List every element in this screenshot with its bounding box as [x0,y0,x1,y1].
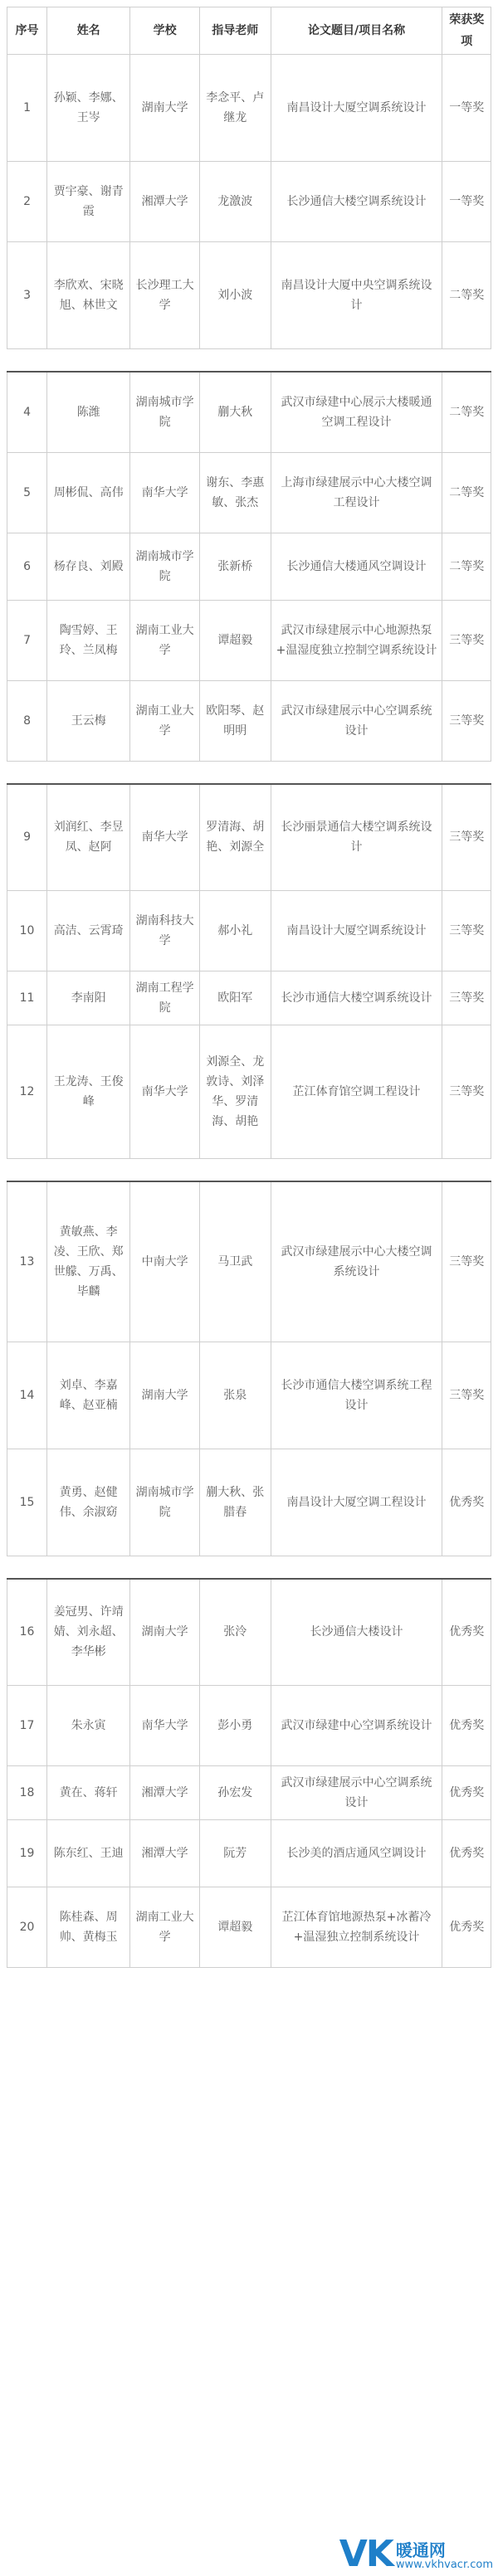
cell-index: 9 [7,784,47,891]
cell-name: 王云梅 [47,680,130,761]
cell-index: 10 [7,891,47,971]
cell-title: 长沙通信大楼通风空调设计 [271,533,442,600]
cell-index: 3 [7,242,47,349]
cell-award: 二等奖 [442,452,491,533]
cell-teacher: 张泉 [199,1342,271,1449]
cell-index: 12 [7,1025,47,1159]
cell-name: 刘润红、李昱凤、赵阿 [47,784,130,891]
cell-index: 8 [7,680,47,761]
cell-index: 5 [7,452,47,533]
cell-name: 陈潍 [47,372,130,452]
group-separator [7,349,491,373]
watermark [339,2533,493,2575]
cell-index: 18 [7,1766,47,1820]
cell-school: 湖南大学 [130,1342,200,1449]
header-school: 学校 [130,7,200,55]
cell-award: 三等奖 [442,1342,491,1449]
cell-title: 长沙美的酒店通风空调设计 [271,1820,442,1887]
cell-teacher: 张泠 [199,1579,271,1686]
table-row [7,891,491,971]
cell-school: 湖南大学 [130,1579,200,1686]
group-separator [7,1159,491,1182]
table-row [7,1449,491,1556]
table-row [7,1820,491,1887]
cell-index: 1 [7,55,47,162]
cell-title: 武汉市绿建展示中心空调系统设计 [271,680,442,761]
cell-award: 优秀奖 [442,1766,491,1820]
cell-teacher: 欧阳琴、赵明明 [199,680,271,761]
cell-name: 黄在、蒋轩 [47,1766,130,1820]
cell-school: 湘潭大学 [130,1766,200,1820]
cell-title: 武汉市绿建展示中心大楼空调系统设计 [271,1181,442,1342]
separator-line [7,1159,491,1182]
cell-school: 南华大学 [130,1025,200,1159]
cell-award: 三等奖 [442,1025,491,1159]
cell-title: 南昌设计大厦空调系统设计 [271,55,442,162]
cell-teacher: 马卫武 [199,1181,271,1342]
group-separator [7,761,491,784]
cell-school: 湘潭大学 [130,1820,200,1887]
cell-award: 优秀奖 [442,1820,491,1887]
cell-award: 二等奖 [442,242,491,349]
header-award: 荣获奖项 [442,7,491,55]
cell-title: 武汉市绿建中心空调系统设计 [271,1686,442,1766]
cell-title: 武汉市绿建中心展示大楼暖通空调工程设计 [271,372,442,452]
cell-school: 湖南城市学院 [130,533,200,600]
table-row [7,1025,491,1159]
cell-school: 湖南工业大学 [130,1887,200,1968]
table-row [7,1342,491,1449]
header-title: 论文题目/项目名称 [271,7,442,55]
separator-line [7,1556,491,1579]
cell-title: 长沙市通信大楼空调系统工程设计 [271,1342,442,1449]
table-row [7,162,491,242]
table-header-row [7,7,491,55]
cell-index: 16 [7,1579,47,1686]
cell-teacher: 刘小波 [199,242,271,349]
cell-school: 湖南城市学院 [130,372,200,452]
cell-award: 优秀奖 [442,1887,491,1968]
cell-school: 湖南工业大学 [130,600,200,680]
table-row [7,600,491,680]
cell-name: 孙颖、李娜、王岑 [47,55,130,162]
table-body [7,55,491,1968]
separator-line [7,761,491,784]
cell-index: 7 [7,600,47,680]
table-row [7,55,491,162]
group-separator [7,1556,491,1579]
cell-teacher: 张新桥 [199,533,271,600]
cell-title: 芷江体育馆空调工程设计 [271,1025,442,1159]
cell-award: 三等奖 [442,891,491,971]
cell-name: 刘卓、李嘉峰、赵亚楠 [47,1342,130,1449]
cell-teacher: 李念平、卢继龙 [199,55,271,162]
cell-school: 湖南城市学院 [130,1449,200,1556]
cell-title: 武汉市绿建展示中心地源热泵+温湿度独立控制空调系统设计 [271,600,442,680]
cell-award: 三等奖 [442,1181,491,1342]
table-row [7,533,491,600]
document-page [7,7,491,1968]
watermark-site-name: 暖通网 [395,2540,446,2560]
cell-name: 陈东红、王迪 [47,1820,130,1887]
table-row [7,1766,491,1820]
cell-school: 中南大学 [130,1181,200,1342]
cell-index: 19 [7,1820,47,1887]
cell-name: 高洁、云霄琦 [47,891,130,971]
cell-award: 优秀奖 [442,1449,491,1556]
table-row [7,1686,491,1766]
cell-title: 南昌设计大厦中央空调系统设计 [271,242,442,349]
cell-teacher: 谢东、李惠敏、张杰 [199,452,271,533]
cell-teacher: 蒯大秋 [199,372,271,452]
cell-school: 南华大学 [130,1686,200,1766]
cell-teacher: 阮芳 [199,1820,271,1887]
cell-index: 6 [7,533,47,600]
cell-teacher: 龙激波 [199,162,271,242]
cell-teacher: 欧阳军 [199,971,271,1025]
cell-school: 长沙理工大学 [130,242,200,349]
cell-title: 长沙通信大楼空调系统设计 [271,162,442,242]
cell-school: 湖南科技大学 [130,891,200,971]
header-index: 序号 [7,7,47,55]
cell-title: 芷江体育馆地源热泵+冰蓄冷+温湿独立控制系统设计 [271,1887,442,1968]
cell-title: 南昌设计大厦空调工程设计 [271,1449,442,1556]
header-teacher: 指导老师 [199,7,271,55]
cell-name: 贾宇豪、谢青霞 [47,162,130,242]
cell-name: 陶雪婷、王玲、兰凤梅 [47,600,130,680]
cell-teacher: 罗清海、胡艳、刘源全 [199,784,271,891]
table-row [7,372,491,452]
table-row [7,1181,491,1342]
cell-school: 南华大学 [130,784,200,891]
cell-index: 11 [7,971,47,1025]
cell-name: 黄敏燕、李凌、王欣、郑世艨、万禹、毕麟 [47,1181,130,1342]
header-name: 姓名 [47,7,130,55]
cell-title: 南昌设计大厦空调系统设计 [271,891,442,971]
cell-title: 长沙市通信大楼空调系统设计 [271,971,442,1025]
cell-teacher: 谭超毅 [199,600,271,680]
cell-award: 一等奖 [442,162,491,242]
cell-school: 湖南大学 [130,55,200,162]
cell-school: 湘潭大学 [130,162,200,242]
cell-index: 15 [7,1449,47,1556]
cell-name: 王龙涛、王俊峰 [47,1025,130,1159]
table-row [7,1887,491,1968]
separator-line [7,349,491,373]
cell-index: 14 [7,1342,47,1449]
cell-award: 二等奖 [442,533,491,600]
cell-school: 南华大学 [130,452,200,533]
cell-teacher: 彭小勇 [199,1686,271,1766]
awards-table [7,7,491,1968]
cell-teacher: 孙宏发 [199,1766,271,1820]
cell-award: 二等奖 [442,372,491,452]
cell-index: 20 [7,1887,47,1968]
table-row [7,971,491,1025]
cell-index: 13 [7,1181,47,1342]
cell-title: 长沙通信大楼设计 [271,1579,442,1686]
cell-teacher: 蒯大秋、张腊春 [199,1449,271,1556]
cell-teacher: 谭超毅 [199,1887,271,1968]
cell-name: 黄勇、赵健伟、余淑窈 [47,1449,130,1556]
cell-teacher: 刘源全、龙敦诗、刘泽华、罗清海、胡艳 [199,1025,271,1159]
vk-logo-icon: VK [339,2533,393,2575]
cell-award: 一等奖 [442,55,491,162]
table-row [7,1579,491,1686]
cell-teacher: 郝小礼 [199,891,271,971]
watermark-url: www.vkhvacr.com [395,2559,493,2571]
cell-index: 4 [7,372,47,452]
cell-award: 三等奖 [442,680,491,761]
watermark-text [395,2540,493,2573]
cell-name: 陈桂森、周帅、黄梅玉 [47,1887,130,1968]
cell-name: 杨存良、刘殿 [47,533,130,600]
cell-index: 17 [7,1686,47,1766]
cell-name: 朱永寅 [47,1686,130,1766]
cell-school: 湖南工业大学 [130,680,200,761]
cell-school: 湖南工程学院 [130,971,200,1025]
cell-award: 三等奖 [442,971,491,1025]
cell-name: 李南阳 [47,971,130,1025]
cell-index: 2 [7,162,47,242]
cell-award: 优秀奖 [442,1686,491,1766]
cell-name: 周彬侃、高伟 [47,452,130,533]
table-row [7,784,491,891]
cell-title: 长沙丽景通信大楼空调系统设计 [271,784,442,891]
cell-name: 姜冠男、许靖婧、刘永超、李华彬 [47,1579,130,1686]
cell-title: 上海市绿建展示中心大楼空调工程设计 [271,452,442,533]
cell-award: 三等奖 [442,600,491,680]
cell-award: 优秀奖 [442,1579,491,1686]
table-row [7,680,491,761]
table-row [7,242,491,349]
cell-title: 武汉市绿建展示中心空调系统设计 [271,1766,442,1820]
cell-name: 李欣欢、宋晓旭、林世文 [47,242,130,349]
table-row [7,452,491,533]
cell-award: 三等奖 [442,784,491,891]
